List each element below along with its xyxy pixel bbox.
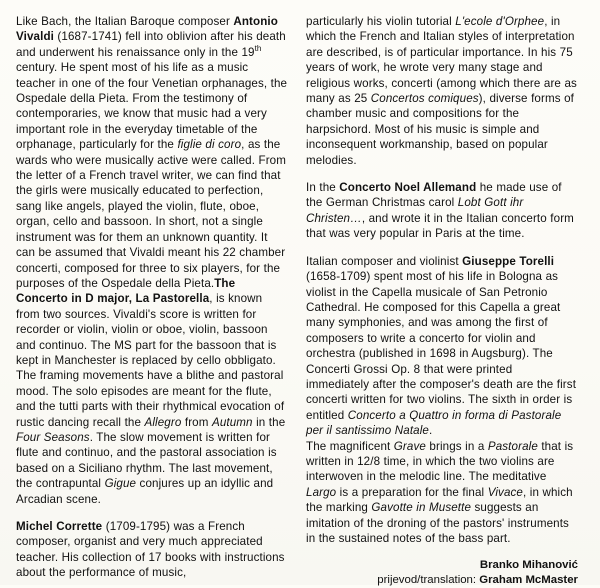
text-run: , as the wards who were musically active were called. From the letter of a French travel writer, we can find that the girls were musically educated to perfection, sang like angels, played the violin, flute, oboe, organ, cello and bassoon. In short, not a single instrument was for them an unknown quantity. It can be assumed that Vivaldi meant his 22 chamber concerti, composed for three to six players, for the purposes of the Ospedale della Pieta. — [16, 138, 287, 290]
italic-term-vivace: Vivace — [487, 485, 523, 499]
text-run: Italian composer and violinist — [306, 254, 463, 268]
right-column — [306, 14, 578, 587]
translation-label: prijevod/translation: — [377, 574, 477, 587]
italic-term-figlie-di-coro: figlie di coro — [177, 138, 242, 152]
text-run: , is known from two sources. Vivaldi's score is written for recorder or violin, violin or oboe, violin, bassoon and continuo. The MS part for the bassoon that is kept in Manchester is replaced by cello obbligato. The framing movements have a blithe and pastoral mood. The solo episodes are meant for the flute, and the tutti parts with their rhythmical evocation of rustic dancing recall the — [16, 292, 285, 429]
text-run: . — [428, 424, 433, 438]
work-title-concerto-noel-allemand: Concerto Noel Allemand — [339, 181, 477, 195]
text-run: ), diverse forms of chamber music and compositions for the harpsichord. Most of his music is simple and inconsequent workmanship, based on popular melodies. — [306, 92, 574, 167]
italic-title-lecole-dorphee: L'ecole d'Orphee — [455, 15, 545, 28]
text-run: from — [181, 415, 212, 429]
paragraph-vivaldi — [16, 14, 288, 507]
italic-carol-title: Lobt Gott ihr Christen… — [306, 196, 524, 225]
text-run: is a preparation for the final — [336, 485, 488, 499]
italic-term-autumn: Autumn — [211, 415, 253, 429]
text-run: , in which the marking — [306, 485, 573, 515]
italic-term-four-seasons: Four Seasons — [16, 430, 90, 444]
text-run: that is written in 12/8 time, in which the two violins are interwoven in the melodic line. The meditative — [306, 439, 574, 484]
text-run: in the — [252, 415, 286, 429]
text-run: suggests an imitation of the droning of the pastors' instruments in the sustained notes of the bass part. — [306, 501, 569, 545]
composer-name-vivaldi: Antonio Vivaldi — [16, 15, 278, 44]
composer-name-torelli: Giuseppe Torelli — [462, 254, 555, 268]
italic-title-concerto-a-quattro: Concerto a Quattro in forma di Pastorale per il santissimo Natale — [306, 408, 562, 438]
text-run: The magnificent — [306, 439, 394, 453]
italic-term-grave: Grave — [393, 439, 426, 453]
left-column — [16, 14, 288, 580]
paragraph-noel-allemand — [306, 180, 578, 242]
work-title-la-pastorella: The Concerto in D major, La Pastorella — [16, 276, 236, 306]
ordinal-suffix: th — [254, 43, 262, 53]
translator-name: Graham McMaster — [479, 574, 578, 587]
italic-term-gigue: Gigue — [104, 477, 137, 491]
text-run: Like Bach, the Italian Baroque composer — [16, 15, 234, 28]
italic-title-concertos-comiques: Concertos comiques — [370, 92, 479, 106]
text-run: (1687-1741) fell into oblivion after his death and underwent his renaissance only in the 19 — [16, 30, 286, 59]
text-run: he made use of the German Christmas carol — [306, 181, 562, 210]
text-run: (1658-1709) spent most of his life in Bologna as violist in the Capella musicale of San Petronio Cathedral. He composed for this Capella a great many symphonies, and was among the first of composers to write a concerto for violin and orchestra (published in 1698 in Augsburg). The Concerti Grossi Op. 8 that were printed immediately after the composer's death are the first concerti written for two violins. The sixth in order is entitled — [306, 270, 577, 422]
two-column-layout — [16, 14, 584, 587]
italic-term-pastorale: Pastorale — [487, 439, 538, 453]
paragraph-corrette-continued — [306, 14, 578, 168]
text-run: . The slow movement is written for flute and continuo, and the pastoral association is based on a Siciliano rhythm. The last movement, the contrapuntal — [16, 430, 277, 491]
text-run: conjures up an idyllic and Arcadian scene. — [16, 477, 274, 506]
composer-name-corrette: Michel Corrette — [16, 520, 103, 533]
text-run: , in which the French and Italian styles of interpretation are described, is of particular importance. In his 75 years of work, he wrote very many stage and religious works, concerti (among which there are as many as 25 — [306, 15, 577, 106]
text-run: particularly his violin tutorial — [306, 15, 456, 28]
italic-term-gavotte-in-musette: Gavotte in Musette — [371, 501, 472, 515]
text-run: brings in a — [425, 439, 488, 453]
paragraph-movements — [306, 439, 578, 547]
paragraph-corrette — [16, 519, 288, 581]
text-run: (1709-1795) was a French composer, organist and very much appreciated teacher. His collection of 17 books with instructions about the performance of music, — [16, 520, 285, 580]
text-run: century. He spent most of his life as a music teacher in one of the four Venetian orphanages, the Ospedale della Pieta. From the testimony of contemporaries, we know that music had a very important role in the everyday timetable of the orphanage, particularly for the — [16, 61, 288, 152]
signature-block — [306, 558, 578, 588]
paragraph-torelli — [306, 254, 578, 439]
translation-credit — [306, 573, 578, 588]
italic-term-allegro: Allegro — [144, 415, 182, 429]
text-run: , and wrote it in the Italian concerto form that was very popular in Paris at the time. — [306, 211, 574, 241]
author-name: Branko Mihanović — [479, 559, 578, 572]
italic-term-largo: Largo — [306, 485, 337, 499]
text-run: In the — [306, 181, 340, 195]
